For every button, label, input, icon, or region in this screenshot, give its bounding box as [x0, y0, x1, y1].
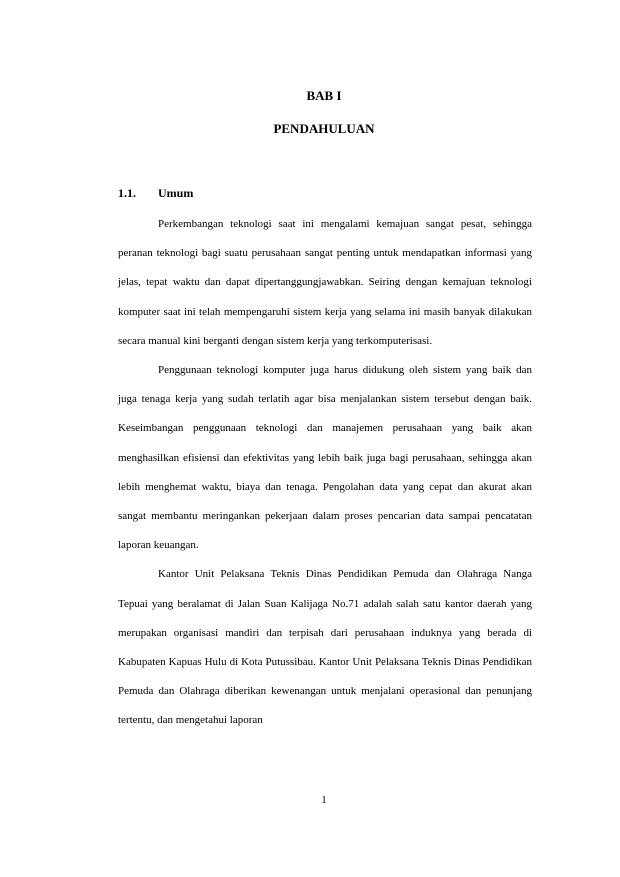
page-number: 1	[321, 794, 327, 806]
section-title: Umum	[158, 186, 194, 200]
chapter-title: PENDAHULUAN	[273, 121, 375, 136]
paragraph-3: Kantor Unit Pelaksana Teknis Dinas Pendidikan Pemuda dan Olahraga Nanga Tepuai yang beralamat di Jalan Suan Kalijaga No.71 adalah salah satu kantor daerah yang merupakan organisasi mandiri dan terpisah dari perusahaan induknya yang berada di Kabupaten Kapuas Hulu di Kota Putussibau. Kantor Unit Pelaksana Teknis Dinas Pendidikan Pemuda dan Olahraga diberikan kewenangan untuk menjalani operasional dan penunjang tertentu, dan mengetahui laporan	[118, 568, 532, 727]
chapter-number: BAB I	[306, 88, 342, 103]
section-number: 1.1.	[118, 186, 136, 200]
body-text	[118, 210, 532, 736]
paragraph-1: Perkembangan teknologi saat ini mengalami kemajuan sangat pesat, sehingga peranan teknologi bagi suatu perusahaan sangat penting untuk mendapatkan informasi yang jelas, tepat waktu dan dapat dipertanggungjawabkan. Seiring dengan kemajuan teknologi komputer saat ini telah mempengaruhi sistem kerja yang selama ini masih banyak dilakukan secara manual kini berganti dengan sistem kerja yang terkomputerisasi.	[118, 218, 532, 347]
section-heading	[118, 186, 193, 201]
paragraph-2: Penggunaan teknologi komputer juga harus didukung oleh sistem yang baik dan juga tenaga kerja yang sudah terlatih agar bisa menjalankan sistem tersebut dengan baik. Keseimbangan penggunaan teknologi dan manajemen perusahaan yang baik akan menghasilkan efisiensi dan efektivitas yang lebih baik juga bagi perusahaan, sehingga akan lebih menghemat waktu, biaya dan tenaga. Pengolahan data yang cepat dan akurat akan sangat membantu meringankan pekerjaan dalam proses pencarian data sampai pencatatan laporan keuangan.	[118, 364, 532, 552]
